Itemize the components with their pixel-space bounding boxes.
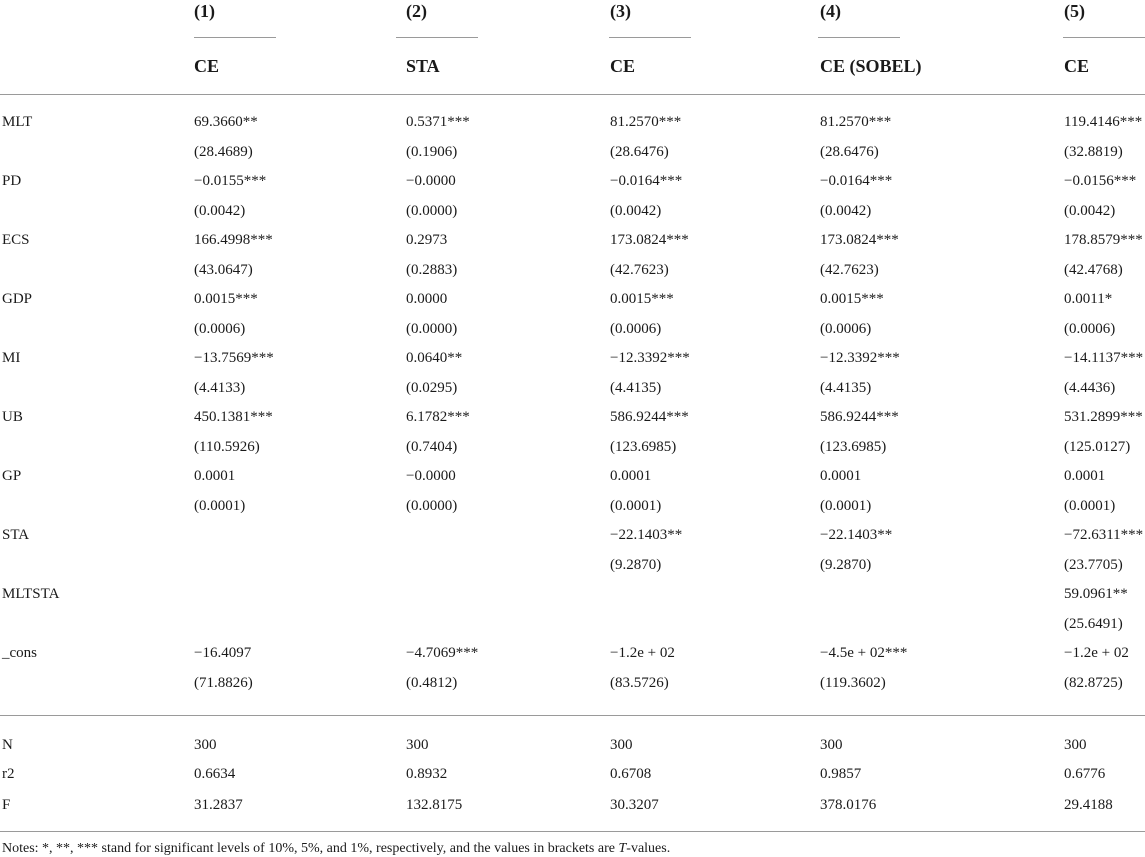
stat-value: 300 bbox=[820, 737, 843, 753]
stat-value: 300 bbox=[1064, 737, 1087, 753]
column-label: CE (SOBEL) bbox=[820, 56, 922, 76]
coefficient-cell: 69.3660** bbox=[194, 114, 258, 130]
coefficient-cell: 173.0824*** bbox=[820, 232, 899, 248]
column-number: (2) bbox=[406, 1, 427, 21]
coefficient-cell: −1.2e + 02 bbox=[1064, 645, 1129, 661]
standard-error-cell: (0.0006) bbox=[1064, 321, 1116, 337]
stat-value: 0.6708 bbox=[610, 766, 652, 782]
column-label: CE bbox=[610, 56, 636, 76]
coefficient-cell: −13.7569*** bbox=[194, 350, 274, 366]
column-number-underline bbox=[609, 37, 691, 38]
standard-error-cell: (0.0042) bbox=[610, 203, 662, 219]
standard-error-cell: (0.0001) bbox=[1064, 498, 1116, 514]
coefficient-cell: 0.0001 bbox=[610, 468, 652, 484]
coefficient-cell: 0.0640** bbox=[406, 350, 463, 366]
standard-error-cell: (0.0000) bbox=[406, 203, 458, 219]
standard-error-cell: (42.4768) bbox=[1064, 262, 1123, 278]
coefficient-cell: 0.5371*** bbox=[406, 114, 470, 130]
column-number: (4) bbox=[820, 1, 841, 21]
standard-error-cell: (110.5926) bbox=[194, 439, 260, 455]
row-label: GDP bbox=[2, 291, 33, 307]
column-label: CE bbox=[1064, 56, 1090, 76]
coefficient-cell: −14.1137*** bbox=[1064, 350, 1144, 366]
coefficient-cell: 0.0001 bbox=[1064, 468, 1106, 484]
standard-error-cell: (42.7623) bbox=[820, 262, 879, 278]
coefficient-cell: 0.0011* bbox=[1064, 291, 1113, 307]
coefficient-cell: −22.1403** bbox=[820, 527, 893, 543]
standard-error-cell: (28.6476) bbox=[610, 144, 669, 160]
standard-error-cell: (83.5726) bbox=[610, 675, 669, 691]
stat-label: F bbox=[2, 797, 11, 813]
standard-error-cell: (4.4436) bbox=[1064, 380, 1116, 396]
row-label: PD bbox=[2, 173, 22, 189]
coefficient-cell: 59.0961** bbox=[1064, 586, 1128, 602]
standard-error-cell: (9.2870) bbox=[820, 557, 872, 573]
coefficient-cell: −72.6311*** bbox=[1064, 527, 1144, 543]
standard-error-cell: (0.7404) bbox=[406, 439, 458, 455]
row-label: UB bbox=[2, 409, 23, 425]
coefficient-cell: 531.2899*** bbox=[1064, 409, 1143, 425]
row-label: GP bbox=[2, 468, 22, 484]
coefficient-cell: 178.8579*** bbox=[1064, 232, 1143, 248]
row-label: _cons bbox=[2, 645, 37, 661]
standard-error-cell: (4.4133) bbox=[194, 380, 246, 396]
standard-error-cell: (0.0001) bbox=[820, 498, 872, 514]
header-bottom-rule bbox=[0, 94, 1145, 95]
stat-value: 0.8932 bbox=[406, 766, 448, 782]
stat-label: N bbox=[2, 737, 13, 753]
stat-value: 0.9857 bbox=[820, 766, 862, 782]
standard-error-cell: (28.4689) bbox=[194, 144, 253, 160]
column-number-underline bbox=[818, 37, 900, 38]
coefficient-cell: −0.0000 bbox=[406, 173, 456, 189]
standard-error-cell: (43.0647) bbox=[194, 262, 253, 278]
coefficient-cell: −12.3392*** bbox=[610, 350, 690, 366]
standard-error-cell: (0.4812) bbox=[406, 675, 458, 691]
standard-error-cell: (71.8826) bbox=[194, 675, 253, 691]
standard-error-cell: (28.6476) bbox=[820, 144, 879, 160]
standard-error-cell: (0.0042) bbox=[194, 203, 246, 219]
coefficient-cell: 119.4146*** bbox=[1064, 114, 1143, 130]
standard-error-cell: (0.0006) bbox=[610, 321, 662, 337]
row-label: ECS bbox=[2, 232, 30, 248]
row-label: MLT bbox=[2, 114, 33, 130]
standard-error-cell: (0.2883) bbox=[406, 262, 458, 278]
stat-value: 29.4188 bbox=[1064, 797, 1113, 813]
coefficient-cell: 6.1782*** bbox=[406, 409, 470, 425]
coefficient-cell: 0.0001 bbox=[820, 468, 862, 484]
notes-text-end: -values. bbox=[626, 841, 671, 856]
coefficient-cell: −4.7069*** bbox=[406, 645, 479, 661]
stat-value: 300 bbox=[194, 737, 217, 753]
standard-error-cell: (23.7705) bbox=[1064, 557, 1123, 573]
column-number: (5) bbox=[1064, 1, 1085, 21]
coefficient-cell: 0.2973 bbox=[406, 232, 448, 248]
stat-value: 30.3207 bbox=[610, 797, 659, 813]
stat-value: 378.0176 bbox=[820, 797, 877, 813]
stat-value: 0.6776 bbox=[1064, 766, 1106, 782]
standard-error-cell: (32.8819) bbox=[1064, 144, 1123, 160]
coefficient-cell: −4.5e + 02*** bbox=[820, 645, 908, 661]
stat-value: 300 bbox=[406, 737, 429, 753]
standard-error-cell: (0.0000) bbox=[406, 321, 458, 337]
coefficient-cell: −0.0164*** bbox=[820, 173, 893, 189]
coefficient-cell: 81.2570*** bbox=[610, 114, 682, 130]
table-notes bbox=[2, 840, 670, 857]
coefficient-cell: 0.0015*** bbox=[610, 291, 674, 307]
stat-value: 132.8175 bbox=[406, 797, 463, 813]
standard-error-cell: (0.0006) bbox=[194, 321, 246, 337]
stat-value: 300 bbox=[610, 737, 633, 753]
notes-text: Notes: *, **, *** stand for significant levels of 10%, 5%, and 1%, respectively, and the values in brackets are bbox=[2, 841, 619, 856]
column-number: (3) bbox=[610, 1, 631, 21]
standard-error-cell: (123.6985) bbox=[610, 439, 677, 455]
standard-error-cell: (9.2870) bbox=[610, 557, 662, 573]
stat-value: 31.2837 bbox=[194, 797, 243, 813]
coefficient-cell: 586.9244*** bbox=[610, 409, 689, 425]
row-label: STA bbox=[2, 527, 30, 543]
standard-error-cell: (0.0000) bbox=[406, 498, 458, 514]
standard-error-cell: (125.0127) bbox=[1064, 439, 1131, 455]
column-label: CE bbox=[194, 56, 220, 76]
row-label: MLTSTA bbox=[2, 586, 60, 602]
coefficient-cell: −0.0155*** bbox=[194, 173, 267, 189]
standard-error-cell: (42.7623) bbox=[610, 262, 669, 278]
standard-error-cell: (123.6985) bbox=[820, 439, 887, 455]
standard-error-cell: (0.0042) bbox=[1064, 203, 1116, 219]
coefficient-cell: 0.0015*** bbox=[820, 291, 884, 307]
column-number-underline bbox=[1063, 37, 1145, 38]
standard-error-cell: (25.6491) bbox=[1064, 616, 1123, 632]
standard-error-cell: (0.0001) bbox=[194, 498, 246, 514]
coefficient-cell: 173.0824*** bbox=[610, 232, 689, 248]
row-label: MI bbox=[2, 350, 21, 366]
column-label: STA bbox=[406, 56, 440, 76]
coefficient-cell: −12.3392*** bbox=[820, 350, 900, 366]
standard-error-cell: (0.0295) bbox=[406, 380, 458, 396]
stat-value: 0.6634 bbox=[194, 766, 236, 782]
column-number-underline bbox=[396, 37, 478, 38]
stat-label: r2 bbox=[2, 766, 15, 782]
coefficient-cell: 166.4998*** bbox=[194, 232, 273, 248]
table-bottom-rule bbox=[0, 831, 1145, 832]
standard-error-cell: (4.4135) bbox=[820, 380, 872, 396]
notes-italic: T bbox=[618, 841, 627, 856]
coefficient-cell: 81.2570*** bbox=[820, 114, 892, 130]
standard-error-cell: (4.4135) bbox=[610, 380, 662, 396]
coefficient-cell: 450.1381*** bbox=[194, 409, 273, 425]
coefficient-cell: 586.9244*** bbox=[820, 409, 899, 425]
column-number-underline bbox=[194, 37, 276, 38]
coefficient-cell: −16.4097 bbox=[194, 645, 252, 661]
coefficient-cell: −0.0164*** bbox=[610, 173, 683, 189]
coefficient-cell: −22.1403** bbox=[610, 527, 683, 543]
standard-error-cell: (119.3602) bbox=[820, 675, 886, 691]
coefficient-cell: −0.0000 bbox=[406, 468, 456, 484]
coefficient-cell: −0.0156*** bbox=[1064, 173, 1137, 189]
coefficient-cell: 0.0001 bbox=[194, 468, 236, 484]
standard-error-cell: (0.1906) bbox=[406, 144, 458, 160]
standard-error-cell: (0.0006) bbox=[820, 321, 872, 337]
standard-error-cell: (82.8725) bbox=[1064, 675, 1123, 691]
coefficient-cell: −1.2e + 02 bbox=[610, 645, 675, 661]
coefficient-cell: 0.0015*** bbox=[194, 291, 258, 307]
standard-error-cell: (0.0042) bbox=[820, 203, 872, 219]
standard-error-cell: (0.0001) bbox=[610, 498, 662, 514]
column-number: (1) bbox=[194, 1, 215, 21]
coefficient-cell: 0.0000 bbox=[406, 291, 448, 307]
stats-top-rule bbox=[0, 715, 1145, 716]
